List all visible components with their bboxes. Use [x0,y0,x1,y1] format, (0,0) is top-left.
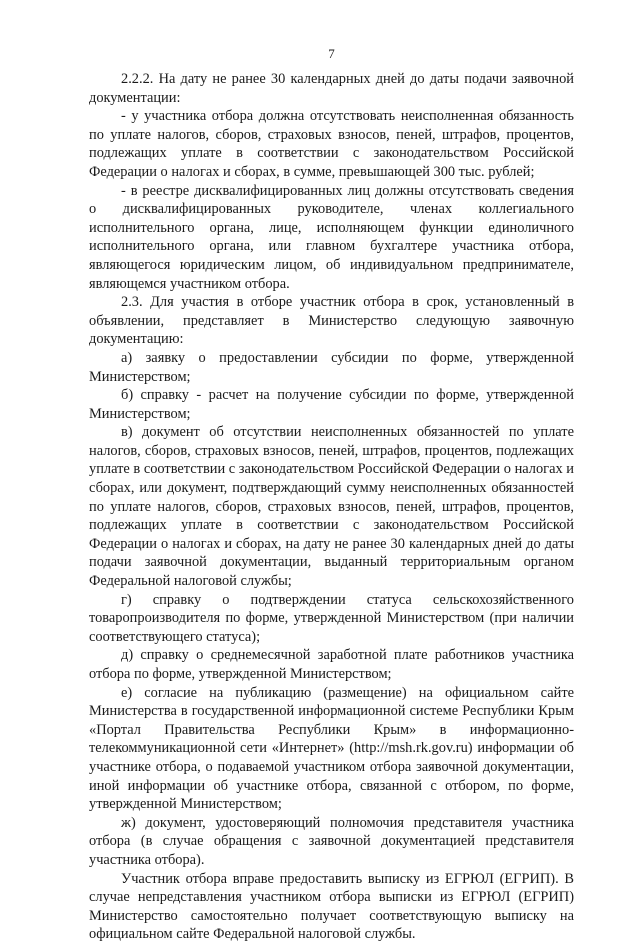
paragraph-item-b: б) справку - расчет на получение субсидии по форме, утвержденной Министерством; [89,387,574,422]
paragraph-no-disqualified: - в реестре дисквалифицированных лиц должны отсутствовать сведения о дисквалифицированных руководителе, членах коллегиального исполнительного органа, лице, исполняющем функции единоличного исполнительного органа, или главном бухгалтере участника отбора, являющегося юридическим лицом, об индивидуальном предпринимателе, являющемся участником отбора. [89,182,574,292]
paragraph-item-d: д) справку о среднемесячной заработной плате работников участника отбора по форме, утвержденной Министерством; [89,647,574,682]
paragraph-item-v: в) документ об отсутствии неисполненных обязанностей по уплате налогов, сборов, страховых взносов, пеней, штрафов, процентов, подлежащих уплате в соответствии с законодательством Российской Федерации о налогах и сборах, или документ, подтверждающий сумму неисполненных обязанностей по уплате налогов, сборов, страховых взносов, пеней, штрафов, процентов, подлежащих уплате в соответствии с законодательством Российской Федерации о налогах и сборах, на дату не ранее 30 календарных дней до даты подачи заявочной документации, выданный территориальным органом Федеральной налоговой службы; [89,424,574,590]
paragraph-item-zh: ж) документ, удостоверяющий полномочия представителя участника отбора (в случае обращения с заявочной документацией представителя участника отбора). [89,814,574,868]
paragraph-item-g: г) справку о подтверждении статуса сельскохозяйственного товаропроизводителя по форме, утвержденной Министерством (при наличии соответствующего статуса); [89,591,574,645]
document-body [89,70,574,944]
paragraph-2-2-2: 2.2.2. На дату не ранее 30 календарных дней до даты подачи заявочной документации: [89,71,574,106]
page-number: 7 [328,46,335,61]
paragraph-item-a: а) заявку о предоставлении субсидии по форме, утвержденной Министерством; [89,349,574,385]
paragraph-item-e: е) согласие на публикацию (размещение) на официальном сайте Министерства в государственной информационной системе Республики Крым «Портал Правительства Республики Крым» в информационно-телекоммуникационной сети «Интернет» (http://msh.rk.gov.ru) информации об участнике отбора, о подаваемой участником отбора заявочной документации, иной информации об участнике отбора, связанной с отбором, по форме, утвержденной Министерством; [89,684,574,813]
paragraph-no-tax-debt: - у участника отбора должна отсутствовать неисполненная обязанность по уплате налогов, сборов, страховых взносов, пеней, штрафов, процентов, подлежащих уплате в соответствии с законодательством Российской Федерации о налогах и сборах, в сумме, превышающей 300 тыс. рублей; [89,108,574,180]
paragraph-2-3: 2.3. Для участия в отборе участник отбора в срок, установленный в объявлении, представляет в Министерство следующую заявочную документацию: [89,294,574,348]
paragraph-egrul: Участник отбора вправе предоставить выписку из ЕГРЮЛ (ЕГРИП). В случае непредставления участником отбора выписки из ЕГРЮЛ (ЕГРИП) Министерство самостоятельно получает соответствующую выписку на официальном сайте Федеральной налоговой службы. [89,870,574,943]
